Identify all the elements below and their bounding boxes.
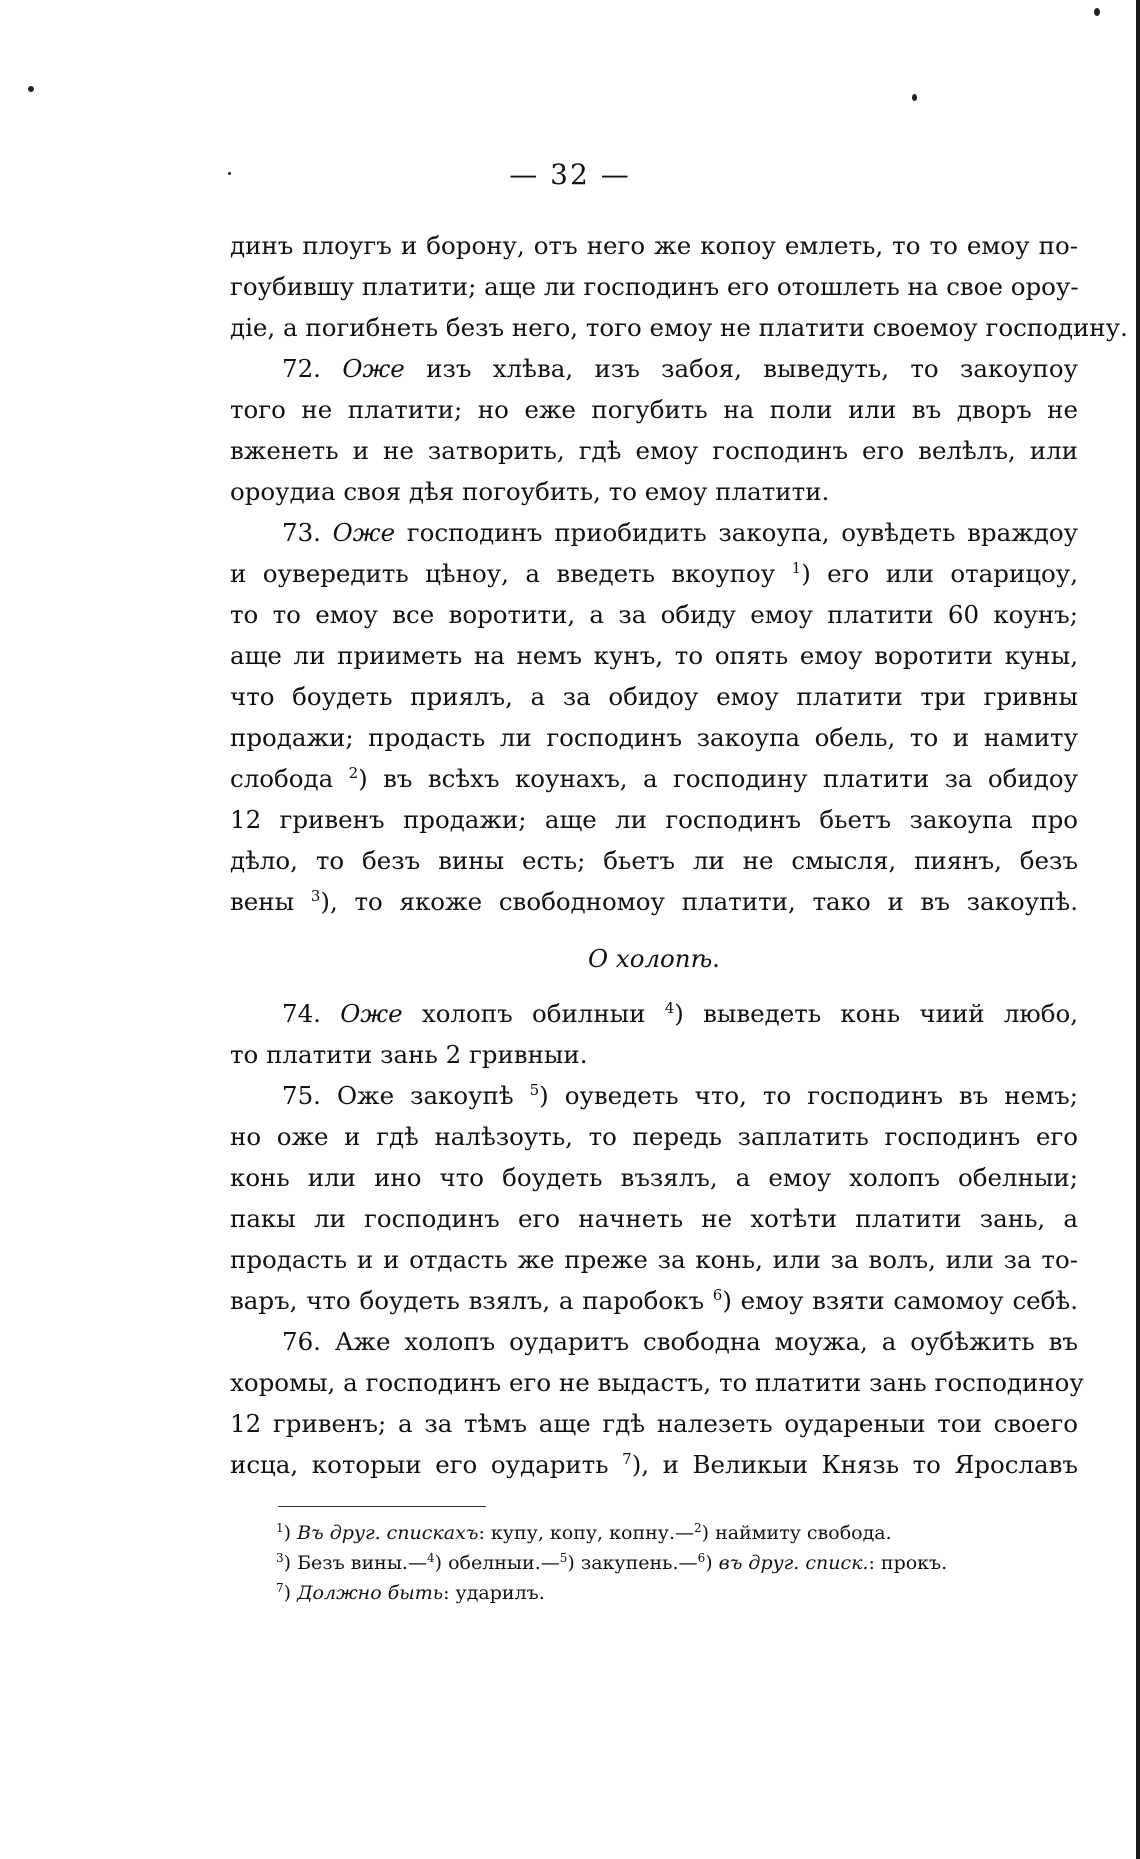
footnote-ref: 6 — [712, 1286, 723, 1304]
paragraph-74-first-line: 74. Оже холопъ обилныи $^4$) выведеть конь чиий любо, — [282, 999, 1078, 1028]
scan-speck — [1094, 8, 1100, 16]
text-line: вены $^3$), то якоже свободномоу платити, тако и въ закоупѣ. — [230, 887, 1078, 916]
article-number: 76. — [282, 1327, 321, 1356]
text-line: 12 гривенъ; а за тѣмъ аще гдѣ налезеть оудареныи тои своего — [230, 1409, 1078, 1438]
page-edge-shadow — [1136, 0, 1140, 1859]
text-line: динъ плоугъ и борону, отъ него же копоу емлеть, то то емоу по- — [230, 231, 1078, 260]
text-line: вженеть и не затворить, гдѣ емоу господинъ его велѣлъ, или — [230, 436, 1078, 465]
scan-speck — [912, 94, 917, 101]
footnote-line: $^1$) Въ друг. спискахъ: купу, копу, копну.—$^2$) наймиту свобода. — [276, 1521, 892, 1544]
article-number: 72. — [282, 354, 321, 383]
text-line: хоромы, а господинъ его не выдастъ, то платити зань господиноу — [230, 1368, 1084, 1397]
footnote-ref: 7 — [622, 1450, 632, 1468]
lead-word: Оже — [342, 354, 405, 383]
text-line: аще ли прииметь на немъ кунъ, то опять емоу воротити куны, — [230, 641, 1078, 670]
footnote-line: $^7$) Должно быть: ударилъ. — [276, 1581, 545, 1604]
text-line: конь или ино что боудеть възялъ, а емоу холопъ обелныи; — [230, 1163, 1078, 1192]
footnote-ref: 1 — [791, 559, 802, 577]
text-line: то платити зань 2 гривныи. — [230, 1040, 588, 1069]
main-text — [230, 225, 1128, 1485]
text-line: то то емоу все воротити, а за обиду емоу платити 60 коунъ; — [230, 600, 1078, 629]
footnote-ref: 4 — [664, 999, 675, 1017]
footnote-ref: 5 — [529, 1081, 540, 1099]
page-number: — 32 — — [509, 158, 631, 191]
footnote-line: $^3$) Безъ вины.—$^4$) обелныи.—$^5$) закупень.—$^6$) въ друг. списк.: прокъ. — [276, 1551, 948, 1574]
footnote-ref: 3 — [310, 887, 321, 905]
text-line: дѣло, то безъ вины есть; бьетъ ли не смысля, пиянъ, безъ — [230, 846, 1078, 875]
paragraph-72-first-line: 72. Оже изъ хлѣва, изъ забоя, выведуть, то закоупоу — [282, 354, 1078, 383]
footnote-separator — [278, 1506, 486, 1507]
text-line: и оувередить цѣноу, а введеть вкоупоу $^1$) его или отарицоу, — [230, 559, 1078, 588]
paragraph-76-first-line: 76. Аже холопъ оударитъ свободна моужа, а оубѣжить въ — [282, 1327, 1078, 1356]
lead-word: Оже — [340, 999, 403, 1028]
text-line: ороудиа своя дѣя погоубить, то емоу платити. — [230, 477, 830, 506]
footnote-ref: 2 — [348, 764, 359, 782]
text-line: 12 гривенъ продажи; аще ли господинъ бьетъ закоупа про — [230, 805, 1078, 834]
text-line: исца, которыи его оударить $^7$), и Великыи Князь то Ярославъ — [230, 1450, 1078, 1479]
paragraph-73-first-line: 73. Оже господинъ приобидить закоупа, оувѣдеть враждоу — [282, 518, 1079, 547]
text-line: діе, а погибнеть безъ него, того емоу не платити своемоу господину. — [230, 313, 1128, 342]
article-number: 73. — [282, 518, 321, 547]
footnotes — [276, 1518, 1036, 1608]
text-line: пакы ли господинъ его начнеть не хотѣти платити зань, а — [230, 1204, 1078, 1233]
text-line: продажи; продасть ли господинъ закоупа обель, то и намиту — [230, 723, 1078, 752]
text-line: что боудеть приялъ, а за обидоу емоу платити три гривны — [230, 682, 1078, 711]
lead-word: Оже — [332, 518, 396, 547]
paragraph-75-first-line: 75. Оже закоупѣ $^5$) оуведеть что, то господинъ въ немъ; — [282, 1081, 1079, 1110]
text-line: слобода $^2$) въ всѣхъ коунахъ, а господину платити за обидоу — [230, 764, 1079, 793]
scan-speck — [28, 86, 34, 92]
text-line: того не платити; но еже погубить на поли или въ дворъ не — [230, 395, 1078, 424]
text-line: гоубившу платити; аще ли господинъ его отошлеть на свое ороу- — [230, 272, 1079, 301]
text-line: но оже и гдѣ налѣзоуть, то передь заплатить господинъ его — [230, 1122, 1078, 1151]
section-heading: О холопѣ. — [588, 944, 720, 973]
article-number: 74. — [282, 999, 321, 1028]
article-number: 75. — [282, 1081, 321, 1110]
text-line: варъ, что боудеть взялъ, а паробокъ $^6$) емоу взяти самомоу себѣ. — [230, 1286, 1078, 1315]
text-line: продасть и и отдасть же преже за конь, или за волъ, или за то- — [230, 1245, 1078, 1274]
